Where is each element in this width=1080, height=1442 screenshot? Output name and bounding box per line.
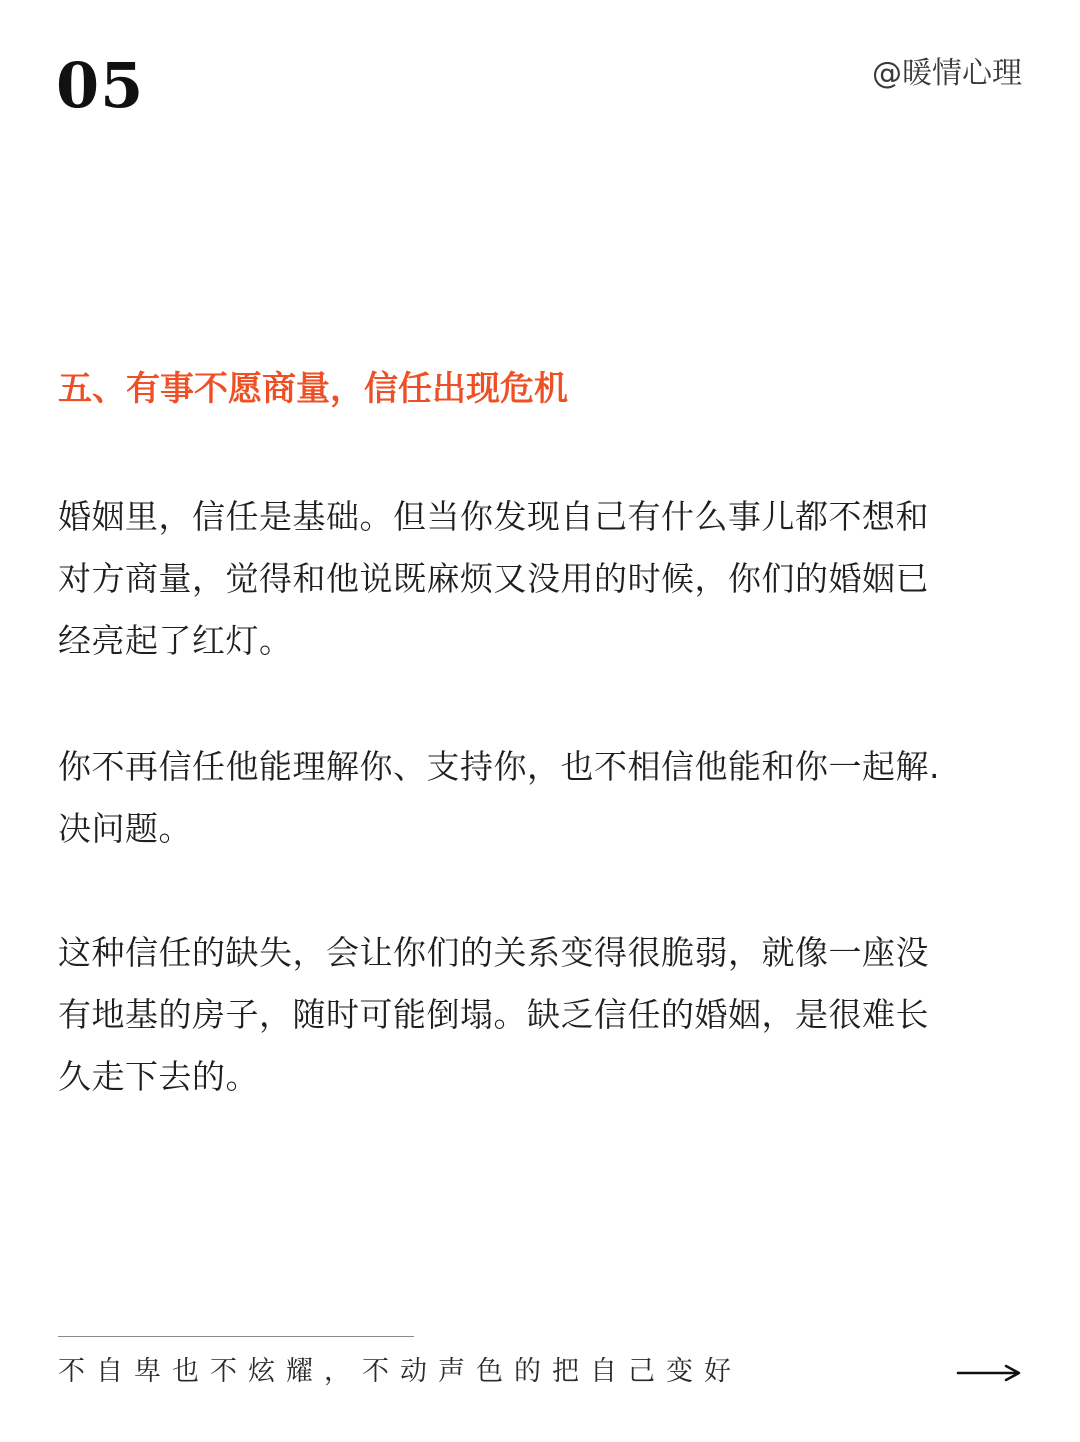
paragraph-3 [58,922,1018,1108]
arrow-right-icon[interactable] [956,1362,1022,1384]
paragraph-line: 婚姻里，信任是基础。但当你发现自己有什么事儿都不想和 [58,497,929,536]
paragraph-1 [58,486,1018,672]
paragraph-line: 有地基的房子，随时可能倒塌。缺乏信任的婚姻，是很难长 [58,995,929,1034]
paragraph-line: 这种信任的缺失，会让你们的关系变得很脆弱，就像一座没 [58,933,929,972]
paragraph-line: 对方商量，觉得和他说既麻烦又没用的时候，你们的婚姻已 [58,559,929,598]
paragraph-line: 经亮起了红灯。 [58,621,293,660]
page-number: 05 [56,49,145,122]
paragraph-line: 你不再信任他能理解你、支持你，也不相信他能和你一起解. [58,747,940,786]
section-title: 五、有事不愿商量，信任出现危机 [58,369,568,409]
author-handle: @暖情心理 [872,56,1022,91]
paragraph-line: 决问题。 [58,809,192,848]
footer-motto: 不自卑也不炫耀，不动声色的把自己变好 [58,1356,742,1387]
paragraph-2 [58,736,1018,860]
paragraph-line: 久走下去的。 [58,1057,259,1096]
footer-divider [58,1336,414,1337]
